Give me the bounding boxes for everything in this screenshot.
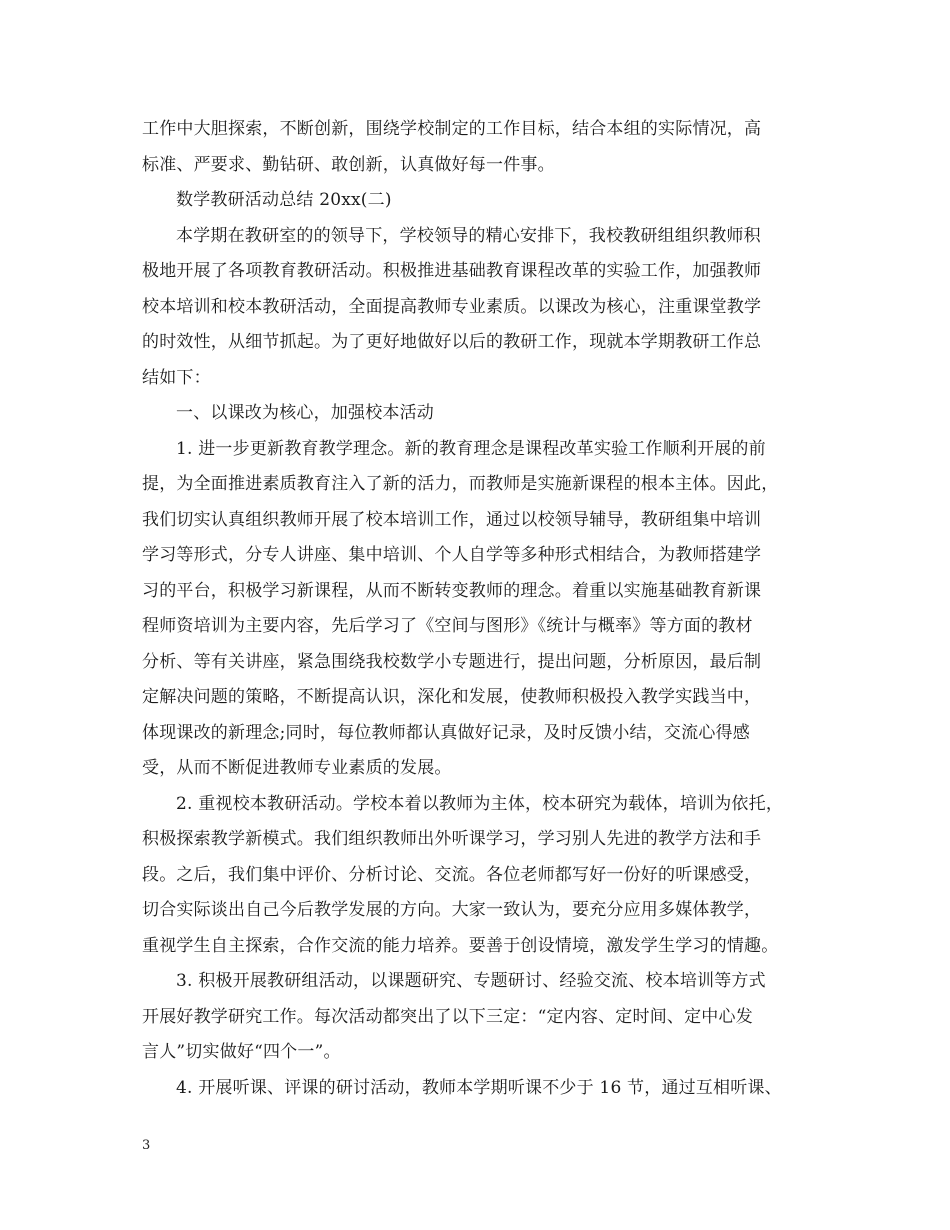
subsection-heading: 一、以课改为核心，加强校本活动: [176, 403, 434, 423]
text-line: 段。之后，我们集中评价、分析讨论、交流。各位老师都写好一份好的听课感受，: [142, 864, 762, 885]
text-line: 分析、等有关讲座，紧急围绕我校数学小专题进行，提出问题，分析原因，最后制: [142, 651, 762, 672]
text-line: 言人”切实做好“四个一”。: [142, 1042, 341, 1062]
text-line: 定解决问题的策略，不断提高认识，深化和发展，使教师积极投入教学实践当中，: [142, 687, 762, 707]
text-line: 开展好教学研究工作。每次活动都突出了以下三定：“定内容、定时间、定中心发: [142, 1006, 753, 1027]
text-line: 提，为全面推进素质教育注入了新的活力，而教师是实施新课程的根本主体。因此，: [142, 474, 779, 494]
text-line: 的时效性，从细节抓起。为了更好地做好以后的教研工作，现就本学期教研工作总: [142, 332, 762, 352]
text-line: 我们切实认真组织教师开展了校本培训工作，通过以校领导辅导，教研组集中培训: [142, 509, 762, 530]
text-line: 标准、严要求、勤钻研、敢创新，认真做好每一件事。: [142, 154, 555, 175]
text-line: 体现课改的新理念;同时，每位教师都认真做好记录，及时反馈小结，交流心得感: [142, 722, 750, 743]
paragraph-start: 本学期在教研室的的领导下，学校领导的精心安排下，我校教研组组织教师积: [176, 225, 761, 246]
text-line: 结如下：: [142, 367, 211, 388]
paragraph-start: 3. 积极开展教研组活动，以课题研究、专题研讨、经验交流、校本培训等方式: [176, 971, 766, 991]
text-line: 积极探索教学新模式。我们组织教师出外听课学习，学习别人先进的教学方法和手: [142, 829, 762, 849]
section-heading: 数学教研活动总结 20xx(二): [176, 190, 392, 210]
paragraph-start: 4. 开展听课、评课的研讨活动，教师本学期听课不少于 16 节，通过互相听课、: [176, 1077, 782, 1098]
text-line: 极地开展了各项教育教研活动。积极推进基础教育课程改革的实验工作，加强教师: [142, 261, 762, 281]
paragraph-start: 2. 重视校本教研活动。学校本着以教师为主体，校本研究为载体，培训为依托，: [176, 793, 784, 814]
text-line: 切合实际谈出自己今后教学发展的方向。大家一致认为，要充分应用多媒体教学，: [142, 900, 762, 920]
document-body: [142, 112, 827, 1106]
text-line: 重视学生自主探索，合作交流的能力培养。要善于创设情境，激发学生学习的情趣。: [142, 935, 779, 956]
text-line: 受，从而不断促进教师专业素质的发展。: [142, 758, 452, 778]
paragraph-start: 1. 进一步更新教育教学理念。新的教育理念是课程改革实验工作顺利开展的前: [176, 438, 766, 459]
text-line: 校本培训和校本教研活动，全面提高教师专业素质。以课改为核心，注重课堂教学: [142, 296, 762, 317]
text-line: 学习等形式，分专人讲座、集中培训、个人自学等多种形式相结合，为教师搭建学: [142, 545, 762, 565]
page-number: 3: [142, 1138, 151, 1153]
text-line: 程师资培训为主要内容，先后学习了《空间与图形》《统计与概率》等方面的教材: [142, 616, 753, 636]
text-line: 习的平台，积极学习新课程，从而不断转变教师的理念。着重以实施基础教育新课: [142, 580, 762, 601]
text-line: 工作中大胆探索，不断创新，围绕学校制定的工作目标，结合本组的实际情况，高: [142, 119, 762, 139]
